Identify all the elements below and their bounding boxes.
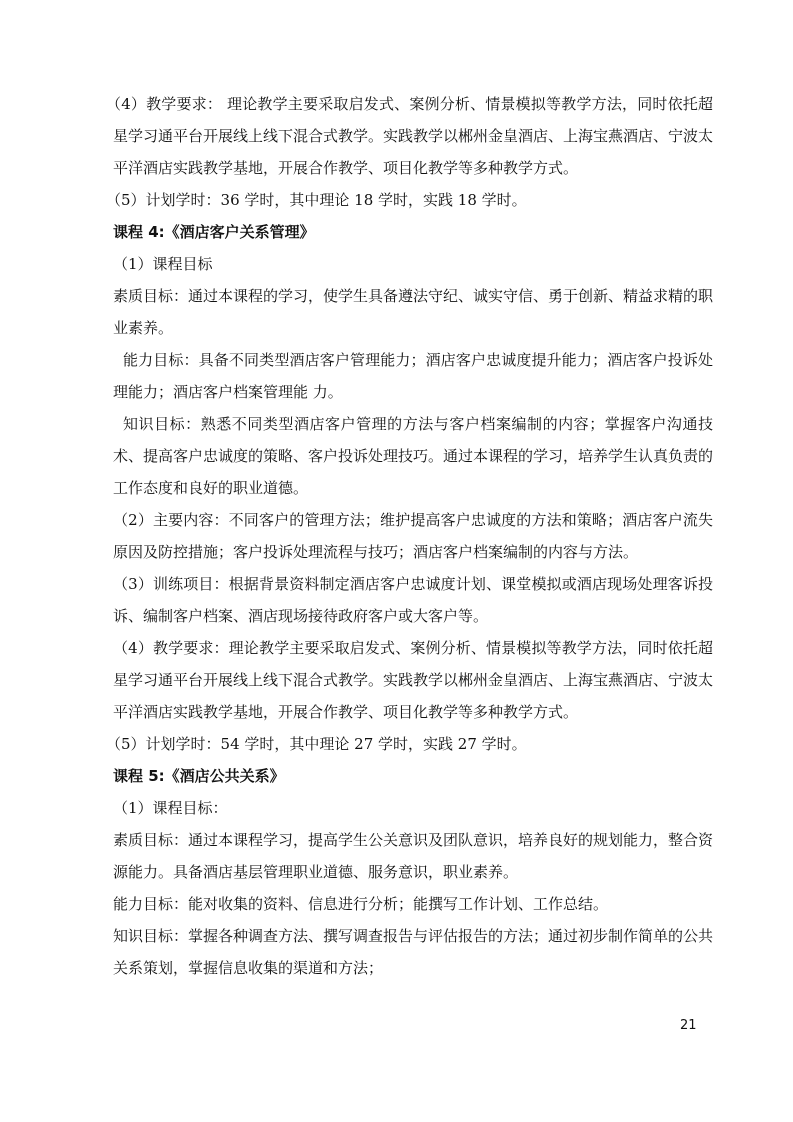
paragraph-ability-objective-5: 能力目标：能对收集的资料、信息进行分析；能撰写工作计划、工作总结。 [113,895,609,913]
course-4-heading: 课程 4:《酒店客户关系管理》 [113,223,315,241]
paragraph-course-objectives-5: （1）课程目标： [113,799,228,817]
page-number: 21 [680,1018,697,1033]
course-5-heading: 课程 5:《酒店公共关系》 [113,767,285,785]
page-content [106,88,714,984]
paragraph-quality-objective-4: 素质目标：通过本课程的学习，使学生具备遵法守纪、诚实守信、勇于创新、精益求精的职业素养。 [113,287,714,337]
paragraph-quality-objective-5: 素质目标：通过本课程学习，提高学生公关意识及团队意识，培养良好的规划能力，整合资源能力。具备酒店基层管理职业道德、服务意识，职业素养。 [113,831,714,881]
paragraph-main-content-4: （2）主要内容：不同客户的管理方法；维护提高客户忠诚度的方法和策略；酒店客户流失原因及防控措施；客户投诉处理流程与技巧；酒店客户档案编制的内容与方法。 [113,511,713,561]
paragraph-planned-hours-3: （5）计划学时：36 学时，其中理论 18 学时，实践 18 学时。 [106,191,527,209]
paragraph-planned-hours-4: （5）计划学时：54 学时，其中理论 27 学时，实践 27 学时。 [106,735,527,753]
paragraph-teaching-requirements-3: （4）教学要求： 理论教学主要采取启发式、案例分析、情景模拟等教学方法，同时依托超星学习通平台开展线上线下混合式教学。实践教学以郴州金皇酒店、上海宝燕酒店、宁波太平洋酒店实践教学基地，开展合作教学、项目化教学等多种教学方式。 [106,95,714,177]
paragraph-course-objectives-4: （1）课程目标 [113,255,213,273]
paragraph-teaching-requirements-4: （4）教学要求：理论教学主要采取启发式、案例分析、情景模拟等教学方法，同时依托超星学习通平台开展线上线下混合式教学。实践教学以郴州金皇酒店、上海宝燕酒店、宁波太平洋酒店实践教学基地，开展合作教学、项目化教学等多种教学方式。 [113,639,714,721]
paragraph-knowledge-objective-5: 知识目标：掌握各种调查方法、撰写调查报告与评估报告的方法；通过初步制作简单的公共关系策划，掌握信息收集的渠道和方法； [113,927,714,977]
paragraph-training-projects-4: （3）训练项目：根据背景资料制定酒店客户忠诚度计划、课堂模拟或酒店现场处理客诉投诉、编制客户档案、酒店现场接待政府客户或大客户等。 [113,575,713,625]
paragraph-knowledge-objective-4: 知识目标：熟悉不同类型酒店客户管理的方法与客户档案编制的内容；掌握客户沟通技术、提高客户忠诚度的策略、客户投诉处理技巧。通过本课程的学习，培养学生认真负责的工作态度和良好的职业道德。 [113,415,714,497]
paragraph-ability-objective-4: 能力目标：具备不同类型酒店客户管理能力；酒店客户忠诚度提升能力；酒店客户投诉处理能力；酒店客户档案管理能 力。 [113,351,713,401]
